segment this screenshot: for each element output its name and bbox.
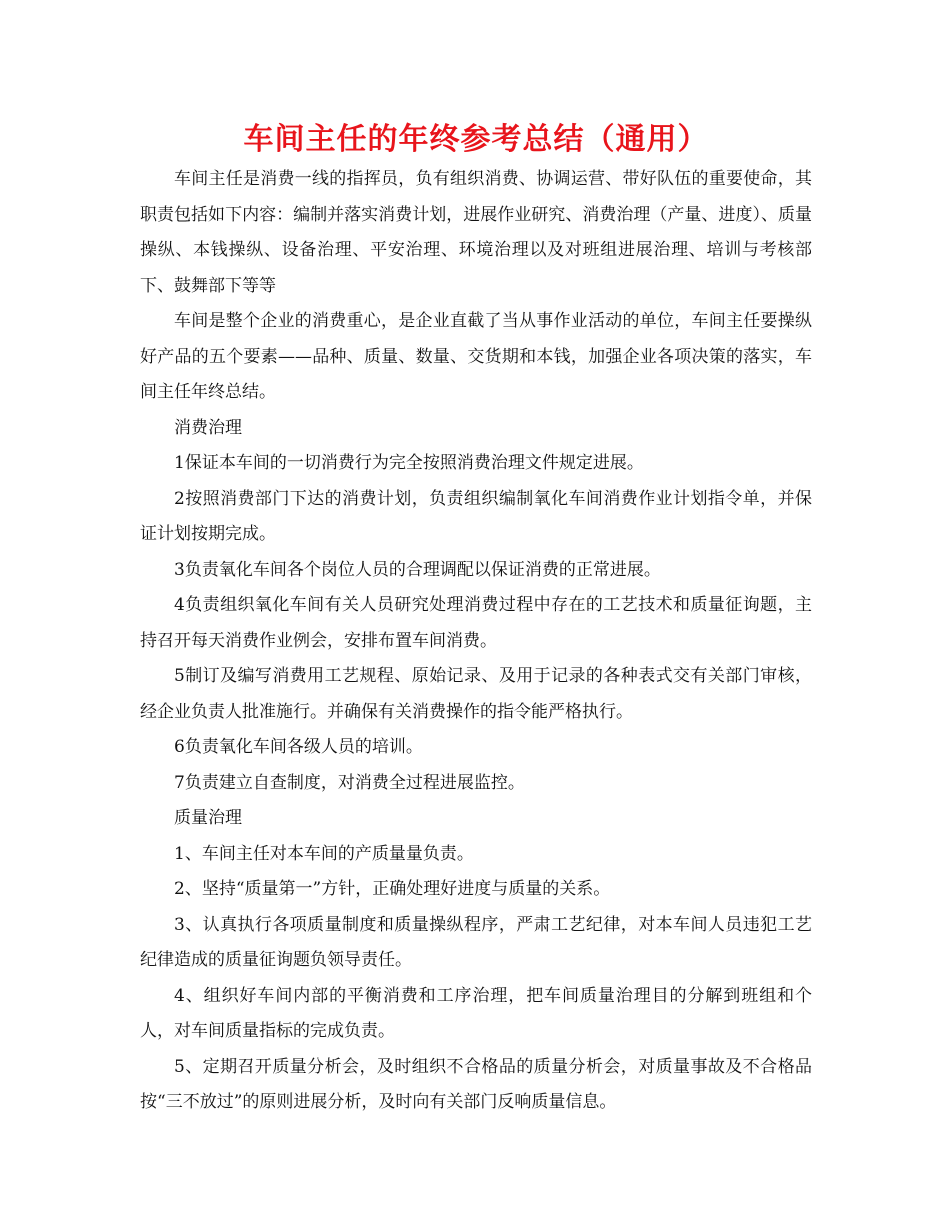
list-item: 3负责氧化车间各个岗位人员的合理调配以保证消费的正常进展。 <box>174 559 661 580</box>
list-item: 5、定期召开质量分析会，及时组织不合格品的质量分析会，对质量事故及不合格品按“三不放过”的原则进展分析，及时向有关部门反响质量信息。 <box>140 1056 812 1112</box>
list-item: 1保证本车间的一切消费行为完全按照消费治理文件规定进展。 <box>174 453 644 473</box>
document-page <box>140 118 812 1121</box>
list-item: 5制订及编写消费用工艺规程、原始记录、及用于记录的各种表式交有关部门审核，经企业负责人批准施行。并确保有关消费操作的指令能严格执行。 <box>140 666 812 722</box>
paragraph-intro: 车间主任是消费一线的指挥员，负有组织消费、协调运营、带好队伍的重要使命，其职责包括如下内容：编制并落实消费计划，进展作业研究、消费治理（产量、进度）、质量操纵、本钱操纵、设备治理、平安治理、环境治理以及对班组进展治理、培训与考核部下、鼓舞部下等等 <box>140 169 812 296</box>
document-body <box>140 162 812 1121</box>
paragraph-workshop-role: 车间是整个企业的消费重心，是企业直截了当从事作业活动的单位，车间主任要操纵好产品的五个要素——品种、质量、数量、交货期和本钱，加强企业各项决策的落实，车间主任年终总结。 <box>140 311 812 402</box>
list-item: 4、组织好车间内部的平衡消费和工序治理，把车间质量治理目的分解到班组和个人，对车间质量指标的完成负责。 <box>140 985 812 1041</box>
list-item: 1、车间主任对本车间的产质量量负责。 <box>174 843 474 864</box>
list-item: 7负责建立自查制度，对消费全过程进展监控。 <box>174 772 525 793</box>
list-item: 3、认真执行各项质量制度和质量操纵程序，严肃工艺纪律，对本车间人员违犯工艺纪律造成的质量征询题负领导责任。 <box>140 914 812 970</box>
list-item: 2、坚持“质量第一”方针，正确处理好进度与质量的关系。 <box>174 879 611 899</box>
list-item: 4负责组织氧化车间有关人员研究处理消费过程中存在的工艺技术和质量征询题，主持召开每天消费作业例会，安排布置车间消费。 <box>140 595 812 651</box>
document-title: 车间主任的年终参考总结（通用） <box>243 122 709 157</box>
section-heading-production: 消费治理 <box>174 417 242 438</box>
section-heading-quality: 质量治理 <box>174 808 242 828</box>
list-item: 6负责氧化车间各级人员的培训。 <box>174 737 423 757</box>
list-item: 2按照消费部门下达的消费计划，负责组织编制氧化车间消费作业计划指令单，并保证计划按期完成。 <box>140 488 812 544</box>
